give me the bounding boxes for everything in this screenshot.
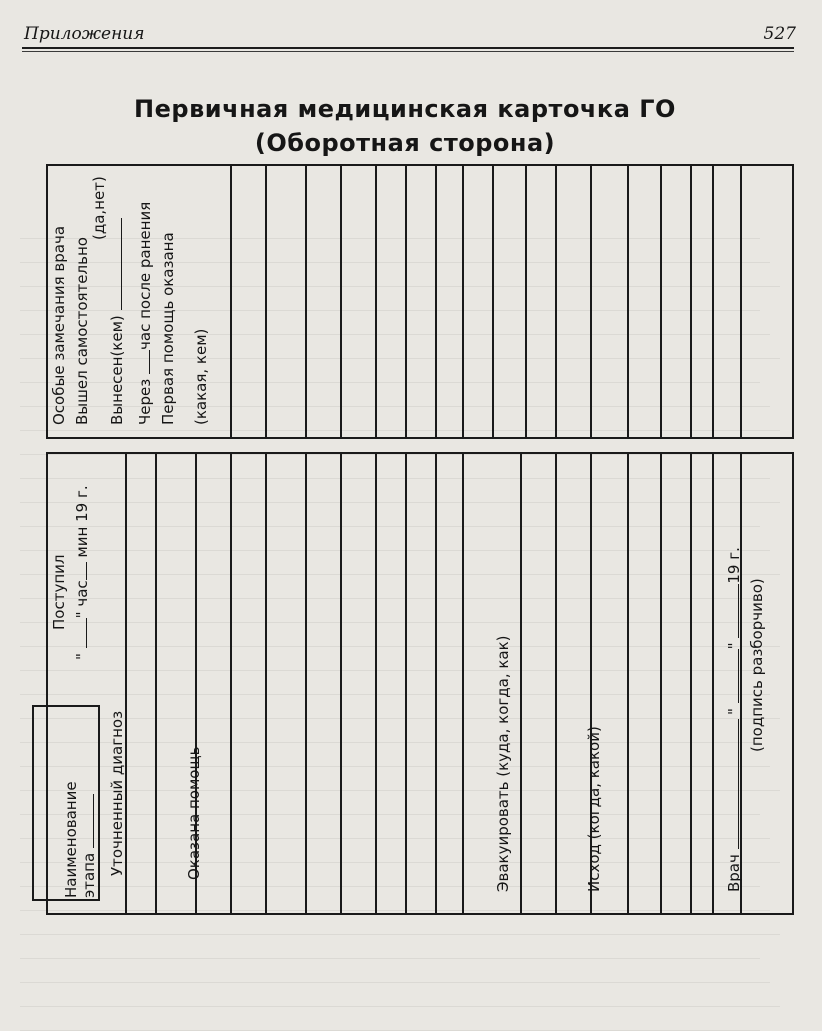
column-rule [590, 164, 592, 439]
sign-date-label: " " 19 г. [725, 547, 743, 715]
column-rule [375, 452, 377, 915]
first-aid-label: Первая помощь оказана [159, 232, 177, 425]
column-rule [712, 452, 714, 915]
arrived-label: Поступил [50, 554, 68, 630]
walked-out-label: Вышел самостоятельно [73, 237, 91, 425]
remarks-label: Особые замечания врача [50, 225, 68, 425]
stage-name-label: Наименование [62, 781, 80, 898]
column-rule [627, 452, 629, 915]
column-rule [555, 164, 557, 439]
column-rule [305, 164, 307, 439]
section-title: Приложения [24, 24, 145, 44]
column-rule [230, 452, 232, 915]
column-rule [627, 164, 629, 439]
doctor-label: Врач [725, 719, 743, 892]
column-rule [305, 452, 307, 915]
column-rule [492, 164, 494, 439]
column-rule [712, 164, 714, 439]
arrived-date-label: " " час мин 19 г. [73, 485, 91, 660]
column-rule [265, 164, 267, 439]
column-rule [462, 452, 464, 915]
stage-name-label-2: этапа [80, 794, 98, 898]
column-rule [660, 452, 662, 915]
column-rule [405, 452, 407, 915]
column-rule [690, 164, 692, 439]
through-hours-label: Через час после ранения [136, 201, 154, 425]
title-line-2: (Оборотная сторона) [254, 129, 556, 157]
column-rule [690, 452, 692, 915]
column-rule [462, 164, 464, 439]
yes-no-label: (да,нет) [90, 176, 108, 240]
column-rule [520, 452, 522, 915]
outcome-label: Исход (когда, какой) [585, 726, 603, 892]
aid-rendered-label: Оказана помощь [185, 746, 203, 880]
legible-signature-label: (подпись разборчиво) [748, 578, 766, 752]
column-rule [435, 452, 437, 915]
column-rule [155, 452, 157, 915]
diagnosis-label: Уточненный диагноз [108, 710, 126, 876]
page-number: 527 [763, 24, 796, 44]
column-rule [230, 164, 232, 439]
column-rule [525, 164, 527, 439]
column-rule [405, 164, 407, 439]
evacuate-label: Эвакуировать (куда, когда, как) [494, 635, 512, 892]
column-rule [340, 164, 342, 439]
column-rule [555, 452, 557, 915]
column-rule [265, 452, 267, 915]
title-line-1: Первичная медицинская карточка ГО [134, 95, 676, 123]
column-rule [435, 164, 437, 439]
column-rule [340, 452, 342, 915]
first-aid-by-label: (какая, кем) [192, 328, 210, 425]
column-rule [660, 164, 662, 439]
column-rule [740, 164, 742, 439]
carried-out-label: Вынесен(кем) [108, 218, 126, 425]
column-rule [375, 164, 377, 439]
stages-block [46, 452, 794, 915]
